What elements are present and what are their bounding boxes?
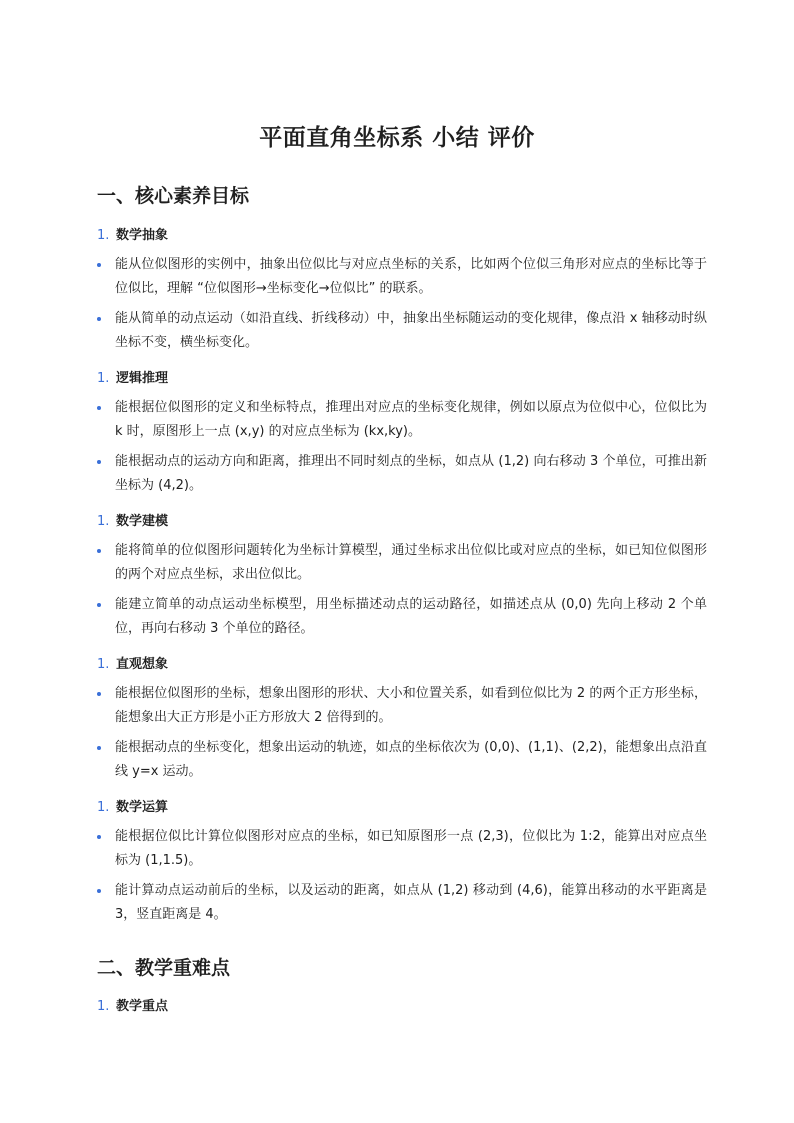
bullet-dot-icon [97, 603, 101, 607]
item-number: 1. [97, 657, 110, 672]
bullet-item [97, 253, 707, 301]
bullet-dot-icon [97, 317, 101, 321]
bullet-text: 能根据动点的坐标变化，想象出运动的轨迹，如点的坐标依次为 (0,0)、(1,1)、(2,2)，能想象出点沿直线 y=x 运动。 [115, 740, 707, 779]
page-title: 平面直角坐标系 小结 评价 [259, 125, 535, 151]
numbered-item-teaching-focus [97, 995, 168, 1014]
bullet-dot-icon [97, 835, 101, 839]
bullet-item [97, 307, 707, 355]
section-heading-key-points: 二、教学重难点 [97, 957, 231, 979]
item-label: 教学重点 [116, 999, 169, 1014]
bullet-text: 能计算动点运动前后的坐标，以及运动的距离，如点从 (1,2) 移动到 (4,6)，能算出移动的水平距离是 3，竖直距离是 4。 [115, 883, 707, 922]
item-number: 1. [97, 999, 110, 1014]
item-number: 1. [97, 228, 110, 243]
item-label: 数学运算 [116, 800, 169, 815]
bullet-dot-icon [97, 746, 101, 750]
bullet-item [97, 396, 707, 444]
bullet-dot-icon [97, 460, 101, 464]
bullet-text: 能根据位似图形的定义和坐标特点，推理出对应点的坐标变化规律，例如以原点为位似中心，位似比为 k 时，原图形上一点 (x,y) 的对应点坐标为 (kx,ky)。 [115, 400, 707, 439]
bullet-item [97, 593, 707, 641]
numbered-item-reasoning [97, 367, 168, 386]
bullet-item [97, 450, 707, 498]
bullet-text: 能将简单的位似图形问题转化为坐标计算模型，通过坐标求出位似比或对应点的坐标，如已知位似图形的两个对应点坐标，求出位似比。 [115, 543, 707, 582]
bullet-item [97, 682, 707, 730]
bullet-dot-icon [97, 406, 101, 410]
section-heading-core-goals: 一、核心素养目标 [97, 185, 250, 207]
numbered-item-intuition [97, 653, 168, 672]
bullet-text: 能根据动点的运动方向和距离，推理出不同时刻点的坐标，如点从 (1,2) 向右移动 3 个单位，可推出新坐标为 (4,2)。 [115, 454, 707, 493]
bullet-text: 能根据位似比计算位似图形对应点的坐标，如已知原图形一点 (2,3)，位似比为 1:2，能算出对应点坐标为 (1,1.5)。 [115, 829, 707, 868]
bullet-text: 能从简单的动点运动（如沿直线、折线移动）中，抽象出坐标随运动的变化规律，像点沿 x 轴移动时纵坐标不变，横坐标变化。 [115, 311, 707, 350]
bullet-text: 能从位似图形的实例中，抽象出位似比与对应点坐标的关系，比如两个位似三角形对应点的坐标比等于位似比，理解 “位似图形→坐标变化→位似比” 的联系。 [115, 257, 707, 296]
numbered-item-modeling [97, 510, 168, 529]
item-number: 1. [97, 514, 110, 529]
bullet-text: 能根据位似图形的坐标，想象出图形的形状、大小和位置关系，如看到位似比为 2 的两个正方形坐标，能想象出大正方形是小正方形放大 2 倍得到的。 [115, 686, 707, 725]
bullet-dot-icon [97, 692, 101, 696]
bullet-item [97, 736, 707, 784]
bullet-text: 能建立简单的动点运动坐标模型，用坐标描述动点的运动路径，如描述点从 (0,0) 先向上移动 2 个单位，再向右移动 3 个单位的路径。 [115, 597, 707, 636]
item-number: 1. [97, 371, 110, 386]
numbered-item-abstraction [97, 224, 168, 243]
bullet-dot-icon [97, 263, 101, 267]
item-label: 直观想象 [116, 657, 169, 672]
bullet-dot-icon [97, 889, 101, 893]
item-label: 数学抽象 [116, 228, 169, 243]
bullet-item [97, 825, 707, 873]
bullet-item [97, 879, 707, 927]
item-label: 逻辑推理 [116, 371, 169, 386]
bullet-dot-icon [97, 549, 101, 553]
item-number: 1. [97, 800, 110, 815]
bullet-item [97, 539, 707, 587]
item-label: 数学建模 [116, 514, 169, 529]
numbered-item-computation [97, 796, 168, 815]
